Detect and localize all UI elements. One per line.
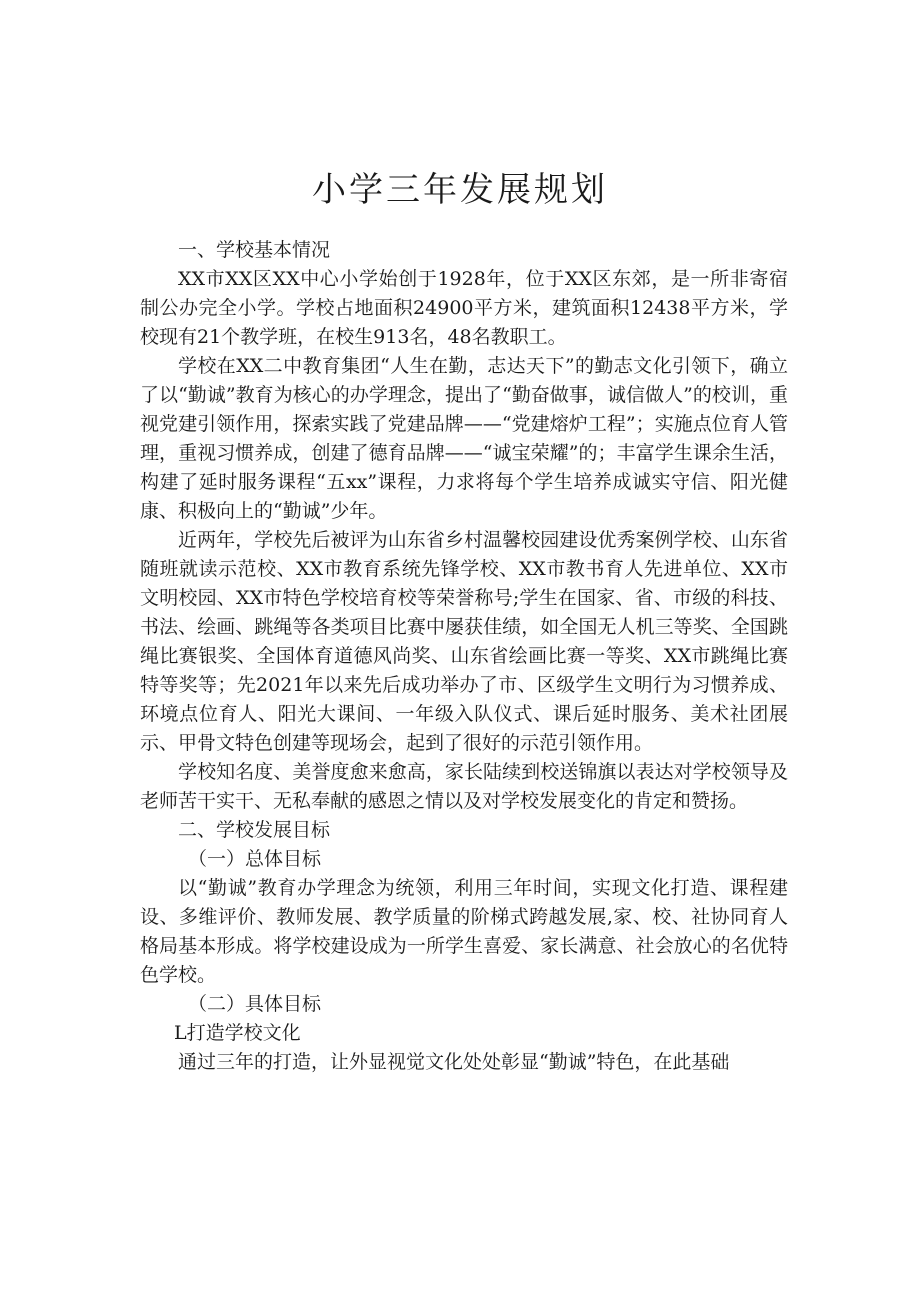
paragraph-school-overview: XX市XX区XX中心小学始创于1928年，位于XX区东郊，是一所非寄宿制公办完全小学。学校占地面积24900平方米，建筑面积12438平方米，学校现有21个教学班，在校生913名，48名教职工。: [140, 268, 788, 348]
section-heading-goals: 二、学校发展目标: [178, 819, 331, 841]
paragraph-school-philosophy: 学校在XX二中教育集团“人生在勤，志达天下”的勤志文化引领下，确立了以“勤诚”教育为核心的办学理念，提出了“勤奋做事，诚信做人”的校训，重视党建引领作用，探索实践了党建品牌——“党建熔炉工程”；实施点位育人管理，重视习惯养成，创建了德育品牌——“诚宝荣耀”的；丰富学生课余生活，构建了延时服务课程“五xx”课程，力求将每个学生培养成诚实守信、阳光健康、积极向上的“勤诚”少年。: [140, 355, 788, 522]
paragraph-school-culture: 通过三年的打造，让外显视觉文化处处彰显“勤诚”特色，在此基础: [178, 1051, 730, 1073]
document-title: 小学三年发展规划: [312, 170, 608, 210]
paragraph-overall-goal: 以“勤诚”教育办学理念为统领，利用三年时间，实现文化打造、课程建设、多维评价、教师发展、教学质量的阶梯式跨越发展,家、校、社协同育人格局基本形成。将学校建设成为一所学生喜爱、家长满意、社会放心的名优特色学校。: [140, 877, 788, 986]
item-heading-school-culture: L打造学校文化: [174, 1022, 301, 1044]
subsection-heading-specific-goals: （二）具体目标: [188, 993, 322, 1015]
document-body: [140, 236, 788, 1077]
section-heading-basic-info: 一、学校基本情况: [178, 239, 331, 261]
subsection-heading-overall-goal: （一）总体目标: [188, 848, 322, 870]
paragraph-reputation: 学校知名度、美誉度愈来愈高，家长陆续到校送锦旗以表达对学校领导及老师苦干实干、无私奉献的感恩之情以及对学校发展变化的肯定和赞扬。: [140, 761, 788, 812]
paragraph-honors: 近两年，学校先后被评为山东省乡村温馨校园建设优秀案例学校、山东省随班就读示范校、XX市教育系统先锋学校、XX市教书育人先进单位、XX市文明校园、XX市特色学校培育校等荣誉称号;学生在国家、省、市级的科技、书法、绘画、跳绳等各类项目比赛中屡获佳绩，如全国无人机三等奖、全国跳绳比赛银奖、全国体育道德风尚奖、山东省绘画比赛一等奖、XX市跳绳比赛特等奖等；先2021年以来先后成功举办了市、区级学生文明行为习惯养成、环境点位育人、阳光大课间、一年级入队仪式、课后延时服务、美术社团展示、甲骨文特色创建等现场会，起到了很好的示范引领作用。: [140, 529, 788, 754]
